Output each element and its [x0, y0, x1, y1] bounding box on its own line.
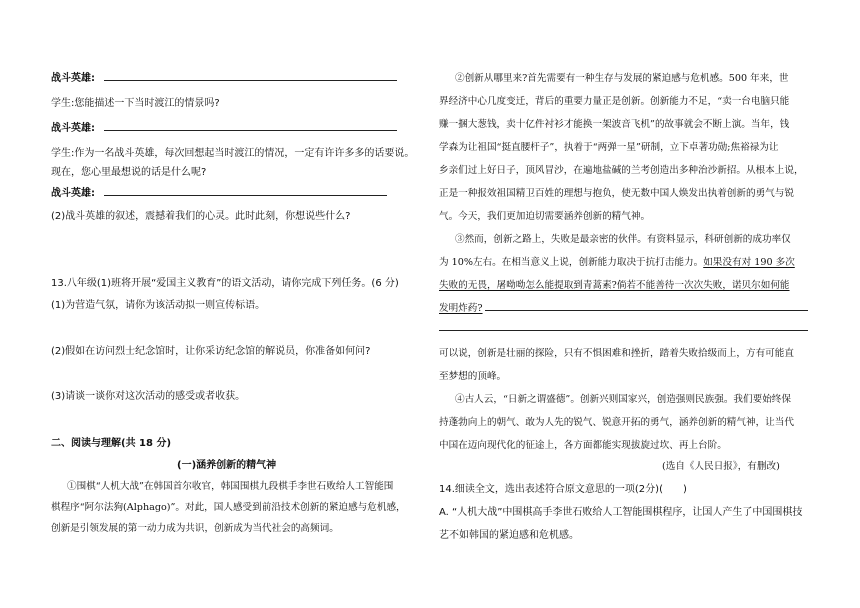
question-14-option-a-line-1: A. “人机大战”中围棋高手李世石败给人工智能围棋程序，让国人产生了中国围棋技 — [439, 507, 803, 518]
paragraph-2-line-4: 学森为让祖国“挺直腰杆子”，执着于“两弹一星”研制，立下卓著功勋;焦裕禄为让 — [439, 142, 779, 153]
student-question-2a: 学生:作为一名战斗英雄，每次回想起当时渡江的情况，一定有许许多多的话要说。 — [51, 148, 415, 159]
paragraph-2-line-6: 正是一种报效祖国精卫百姓的理想与抱负，使无数中国人焕发出执着创新的勇气与锐 — [439, 188, 794, 199]
answer-line-right-2 — [439, 330, 808, 331]
paragraph-1-line-2: 棋程序“阿尔法狗(Alphago)”。对此，国人感受到前沿技术创新的紧迫感与危机感， — [51, 502, 406, 513]
paragraph-2-line-1: ②创新从哪里来?首先需要有一种生存与发展的紧迫感与危机感。500 年来，世 — [455, 73, 789, 84]
underlined-sentence-part-2: 失败的无畏，屠呦呦怎么能提取到青蒿素?倘若不能善待一次次失败，诺贝尔如何能 — [439, 280, 790, 291]
hero-label-3: 战斗英雄: — [51, 188, 95, 199]
paragraph-1-line-3: 创新是引领发展的第一动力成为共识，创新成为当代社会的高频词。 — [51, 523, 339, 534]
paragraph-3-line-4 — [439, 300, 483, 314]
paragraph-2-line-3: 赚一捆大葱钱，卖十亿件衬衫才能换一架波音飞机”的故事就会不断上演。当年，钱 — [439, 119, 790, 130]
answer-line-1 — [104, 80, 397, 81]
paragraph-1-line-1: ①围棋“人机大战”在韩国首尔收官，韩国围棋九段棋手李世石败给人工智能围 — [67, 481, 394, 492]
article-source: (选自《人民日报》，有删改) — [662, 461, 780, 472]
paragraph-3-line-1: ③然而，创新之路上，失败是最亲密的伙伴。有资料显示，科研创新的成功率仅 — [455, 234, 791, 245]
paragraph-4-line-2: 持蓬勃向上的朝气、敢为人先的锐气、锐意开拓的勇气，涵养创新的精气神，让当代 — [439, 417, 794, 428]
hero-label-1: 战斗英雄: — [51, 73, 95, 84]
paragraph-3-line-2: 为 10%左右。在相当意义上说，创新能力取决于抗打击能力。如果没有对 190 多次 — [439, 257, 795, 268]
underlined-sentence-part-3: 发明炸药? — [439, 303, 483, 314]
paragraph-3-line-5: 可以说，创新是壮丽的探险，只有不惧困难和挫折，踏着失败拾级而上，方有可能直 — [439, 348, 794, 359]
paragraph-4-line-3: 中国在迈向现代化的征途上，各方面都能实现拔旋过坎、再上台阶。 — [439, 440, 727, 451]
answer-line-3 — [104, 195, 387, 196]
question-2-prompt: (2)战斗英雄的叙述，震撼着我们的心灵。此时此刻，你想说些什么? — [51, 211, 351, 222]
question-13-3: (3)请谈一谈你对这次活动的感受或者收获。 — [51, 391, 246, 402]
paragraph-4-line-1: ④古人云，“日新之谓盛德”。创新兴则国家兴，创造强则民族强。我们要始终保 — [455, 394, 791, 405]
paragraph-2-line-2: 界经济中心几度变迁，背后的重要力量正是创新。创新能力不足，“卖一台电脑只能 — [439, 96, 790, 107]
paragraph-2-line-5: 乡亲们过上好日子，顶风冒沙，在遍地盐碱的兰考创造出多种治沙新招。从根本上说， — [439, 165, 804, 176]
question-14-option-a-line-2: 艺不如韩国的紧迫感和危机感。 — [439, 530, 579, 541]
section-2-heading: 二、阅读与理解(共 18 分) — [51, 438, 172, 449]
question-13-1: (1)为营造气氛，请你为该活动拟一则宣传标语。 — [51, 300, 266, 311]
answer-line-2 — [104, 130, 397, 131]
question-13-title: 13.八年级(1)班将开展“爱国主义教育”的语文活动，请你完成下列任务。(6 分) — [51, 278, 399, 289]
paragraph-3-line-6: 至梦想的顶峰。 — [439, 371, 507, 382]
answer-line-right-1 — [485, 310, 808, 311]
underlined-sentence-part-1: 如果没有对 190 多次 — [703, 257, 795, 268]
paragraph-2-line-7: 气。今天，我们更加迫切需要涵养创新的精气神。 — [439, 211, 651, 222]
question-14: 14.细读全文，选出表述符合原文意思的一项(2分)( ) — [439, 484, 687, 495]
hero-label-2: 战斗英雄: — [51, 123, 95, 134]
student-question-1: 学生:您能描述一下当时渡江的情景吗? — [51, 98, 220, 109]
student-question-2b: 现在，您心里最想说的话是什么呢? — [51, 167, 207, 178]
question-13-2: (2)假如在访问烈士纪念馆时，让你采访纪念馆的解说员，你准备如何问? — [51, 346, 371, 357]
article-title: (一)涵养创新的精气神 — [177, 460, 277, 471]
